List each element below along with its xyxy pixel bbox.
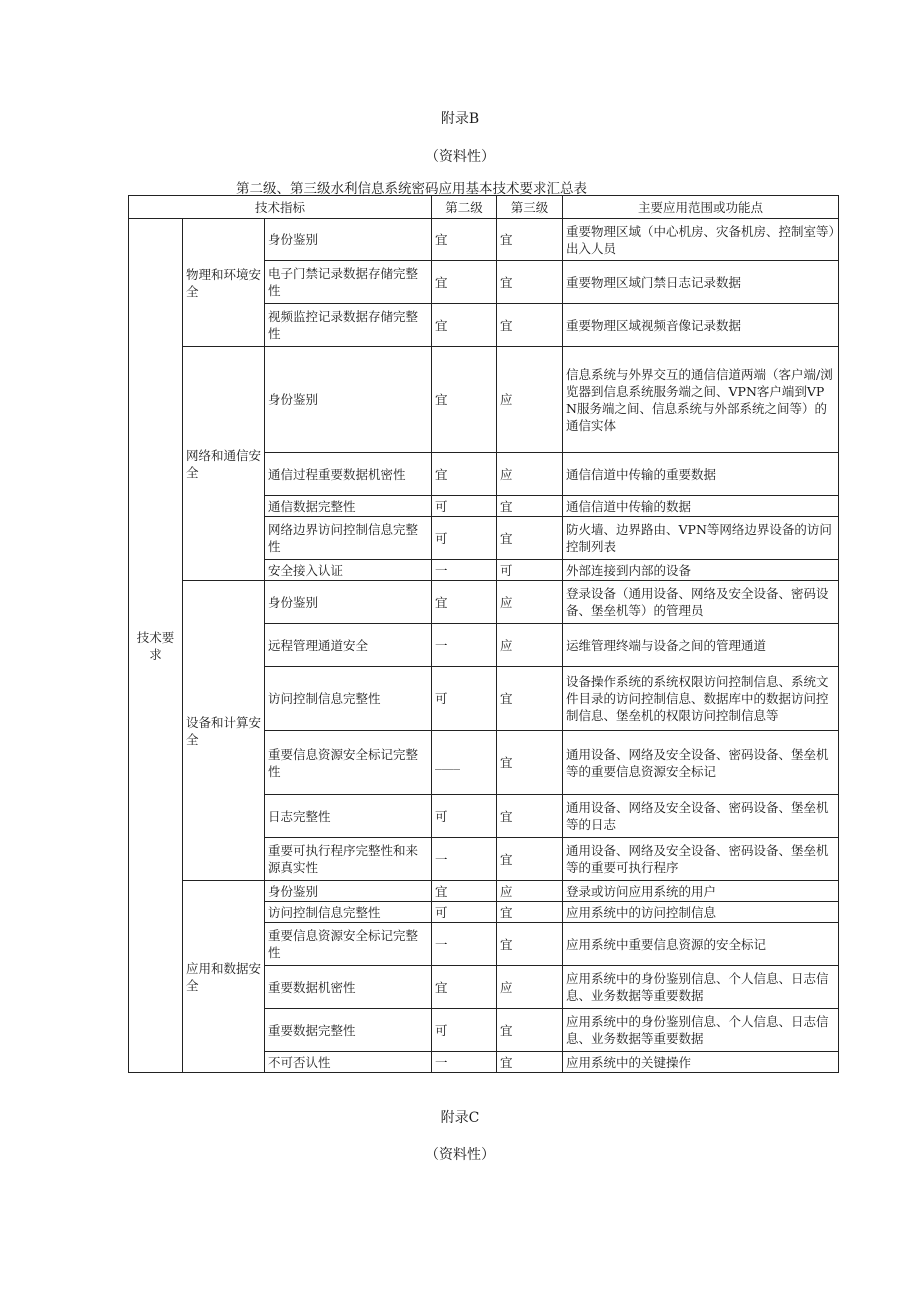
indicator-cell: 身份鉴别 bbox=[265, 347, 432, 453]
scope-cell: 应用系统中的访问控制信息 bbox=[563, 902, 839, 923]
table-row bbox=[129, 219, 839, 261]
level2-cell: 可 bbox=[432, 795, 497, 838]
level3-cell: 应 bbox=[497, 453, 563, 496]
level3-cell: 宜 bbox=[497, 902, 563, 923]
scope-cell: 防火墙、边界路由、VPN等网络边界设备的访问控制列表 bbox=[563, 517, 839, 560]
level2-cell: 宜 bbox=[432, 966, 497, 1009]
indicator-cell: 不可否认性 bbox=[265, 1052, 432, 1073]
level3-cell: 宜 bbox=[497, 261, 563, 304]
level3-cell: 宜 bbox=[497, 1009, 563, 1052]
scope-cell: 应用系统中的关键操作 bbox=[563, 1052, 839, 1073]
category-label: 物理和环境安全 bbox=[183, 219, 265, 347]
appendix-b-subtitle: （资料性） bbox=[425, 149, 495, 165]
level3-cell: 宜 bbox=[497, 923, 563, 966]
level3-cell: 应 bbox=[497, 966, 563, 1009]
header-indicator: 技术指标 bbox=[129, 196, 432, 219]
level3-cell: 宜 bbox=[497, 838, 563, 881]
level2-cell: 宜 bbox=[432, 881, 497, 902]
indicator-cell: 通信过程重要数据机密性 bbox=[265, 453, 432, 496]
scope-cell: 通信信道中传输的重要数据 bbox=[563, 453, 839, 496]
level2-cell: 一 bbox=[432, 560, 497, 581]
indicator-cell: 重要数据完整性 bbox=[265, 1009, 432, 1052]
level3-cell: 宜 bbox=[497, 667, 563, 731]
category-label: 应用和数据安全 bbox=[183, 881, 265, 1073]
level3-cell: 应 bbox=[497, 581, 563, 624]
header-level2: 第二级 bbox=[432, 196, 497, 219]
level2-cell: 宜 bbox=[432, 581, 497, 624]
indicator-cell: 通信数据完整性 bbox=[265, 496, 432, 517]
level3-cell: 应 bbox=[497, 881, 563, 902]
level2-cell: ____ bbox=[432, 731, 497, 795]
appendix-c-subtitle: （资料性） bbox=[425, 1147, 495, 1163]
indicator-cell: 网络边界访问控制信息完整性 bbox=[265, 517, 432, 560]
scope-cell: 登录或访问应用系统的用户 bbox=[563, 881, 839, 902]
scope-cell: 重要物理区域门禁日志记录数据 bbox=[563, 261, 839, 304]
level2-cell: 一 bbox=[432, 923, 497, 966]
level2-cell: 宜 bbox=[432, 347, 497, 453]
level3-cell: 宜 bbox=[497, 1052, 563, 1073]
scope-cell: 通用设备、网络及安全设备、密码设备、堡垒机等的日志 bbox=[563, 795, 839, 838]
table-row bbox=[129, 347, 839, 453]
level3-cell: 宜 bbox=[497, 731, 563, 795]
indicator-cell: 视频监控记录数据存储完整性 bbox=[265, 304, 432, 347]
indicator-cell: 日志完整性 bbox=[265, 795, 432, 838]
level2-cell: 宜 bbox=[432, 304, 497, 347]
scope-cell: 重要物理区域视频音像记录数据 bbox=[563, 304, 839, 347]
table-caption: 第二级、第三级水利信息系统密码应用基本技术要求汇总表 bbox=[236, 181, 587, 197]
scope-cell: 通信信道中传输的数据 bbox=[563, 496, 839, 517]
category-label: 网络和通信安全 bbox=[183, 347, 265, 581]
level2-cell: 宜 bbox=[432, 219, 497, 261]
indicator-cell: 身份鉴别 bbox=[265, 219, 432, 261]
indicator-cell: 身份鉴别 bbox=[265, 881, 432, 902]
table-header-row bbox=[129, 196, 839, 219]
indicator-cell: 远程管理通道安全 bbox=[265, 624, 432, 667]
appendix-c-title: 附录C bbox=[440, 1110, 480, 1126]
scope-cell: 重要物理区域（中心机房、灾备机房、控制室等）出入人员 bbox=[563, 219, 839, 261]
indicator-cell: 身份鉴别 bbox=[265, 581, 432, 624]
appendix-b-title: 附录B bbox=[440, 111, 480, 127]
scope-cell: 通用设备、网络及安全设备、密码设备、堡垒机等的重要信息资源安全标记 bbox=[563, 731, 839, 795]
indicator-cell: 重要信息资源安全标记完整性 bbox=[265, 731, 432, 795]
level2-cell: 可 bbox=[432, 667, 497, 731]
indicator-cell: 安全接入认证 bbox=[265, 560, 432, 581]
level2-cell: 可 bbox=[432, 496, 497, 517]
level3-cell: 宜 bbox=[497, 304, 563, 347]
level2-cell: 一 bbox=[432, 1052, 497, 1073]
scope-cell: 登录设备（通用设备、网络及安全设备、密码设备、堡垒机等）的管理员 bbox=[563, 581, 839, 624]
scope-cell: 外部连接到内部的设备 bbox=[563, 560, 839, 581]
level2-cell: 一 bbox=[432, 838, 497, 881]
indicator-cell: 重要信息资源安全标记完整性 bbox=[265, 923, 432, 966]
level3-cell: 应 bbox=[497, 347, 563, 453]
indicator-cell: 访问控制信息完整性 bbox=[265, 902, 432, 923]
level3-cell: 宜 bbox=[497, 496, 563, 517]
requirements-table bbox=[128, 195, 839, 1073]
table-row bbox=[129, 881, 839, 902]
header-level3: 第三级 bbox=[497, 196, 563, 219]
indicator-cell: 访问控制信息完整性 bbox=[265, 667, 432, 731]
level2-cell: 可 bbox=[432, 517, 497, 560]
scope-cell: 应用系统中的身份鉴别信息、个人信息、日志信息、业务数据等重要数据 bbox=[563, 966, 839, 1009]
level2-cell: 宜 bbox=[432, 261, 497, 304]
level2-cell: 可 bbox=[432, 1009, 497, 1052]
indicator-cell: 电子门禁记录数据存储完整性 bbox=[265, 261, 432, 304]
level3-cell: 应 bbox=[497, 624, 563, 667]
header-scope: 主要应用范围或功能点 bbox=[563, 196, 839, 219]
scope-cell: 设备操作系统的系统权限访问控制信息、系统文件目录的访问控制信息、数据库中的数据访问控制信息、堡垒机的权限访问控制信息等 bbox=[563, 667, 839, 731]
scope-cell: 信息系统与外界交互的通信信道两端（客户端/浏览器到信息系统服务端之间、VPN客户端到VPN服务端之间、信息系统与外部系统之间等）的通信实体 bbox=[563, 347, 839, 453]
level2-cell: 宜 bbox=[432, 453, 497, 496]
level3-cell: 宜 bbox=[497, 219, 563, 261]
scope-cell: 应用系统中的身份鉴别信息、个人信息、日志信息、业务数据等重要数据 bbox=[563, 1009, 839, 1052]
table-row bbox=[129, 581, 839, 624]
indicator-cell: 重要数据机密性 bbox=[265, 966, 432, 1009]
level3-cell: 可 bbox=[497, 560, 563, 581]
scope-cell: 应用系统中重要信息资源的安全标记 bbox=[563, 923, 839, 966]
level3-cell: 宜 bbox=[497, 795, 563, 838]
indicator-cell: 重要可执行程序完整性和来源真实性 bbox=[265, 838, 432, 881]
scope-cell: 通用设备、网络及安全设备、密码设备、堡垒机等的重要可执行程序 bbox=[563, 838, 839, 881]
level2-cell: 一 bbox=[432, 624, 497, 667]
category-label: 设备和计算安全 bbox=[183, 581, 265, 881]
level2-cell: 可 bbox=[432, 902, 497, 923]
level3-cell: 宜 bbox=[497, 517, 563, 560]
scope-cell: 运维管理终端与设备之间的管理通道 bbox=[563, 624, 839, 667]
group-label: 技术要求 bbox=[129, 219, 183, 1073]
